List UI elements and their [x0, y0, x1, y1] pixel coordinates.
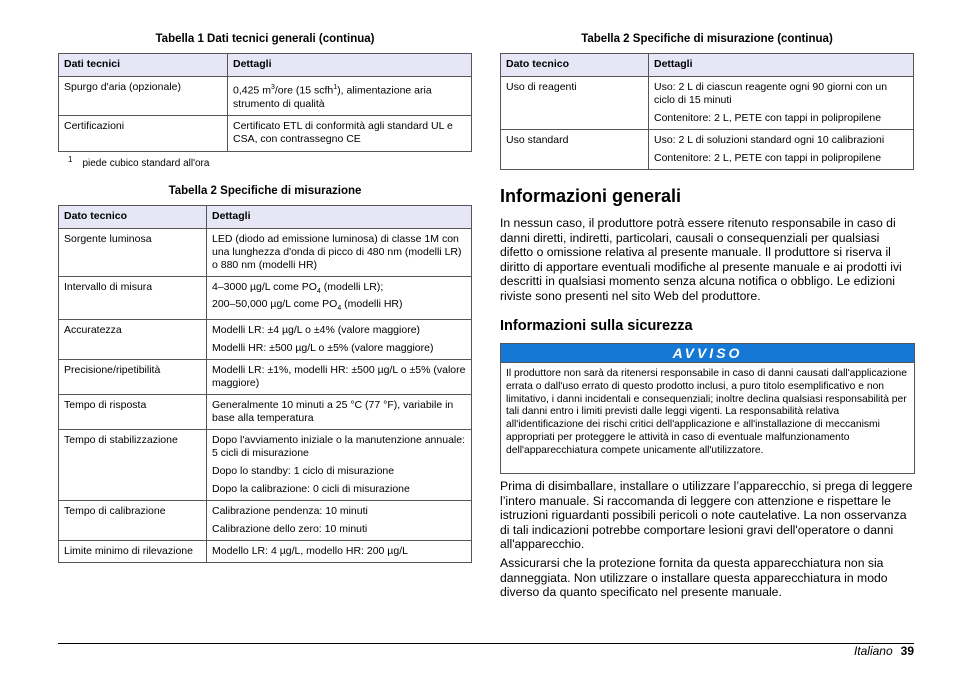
row-label: Tempo di calibrazione — [59, 501, 207, 541]
warning-label: AVVISO — [501, 344, 914, 363]
row-detail: Modello LR: 4 µg/L, modello HR: 200 µg/L — [207, 541, 472, 563]
row-detail: Uso: 2 L di soluzioni standard ogni 10 calibrazioni Contenitore: 2 L, PETE con tappi in polipropilene — [649, 130, 914, 170]
safety-heading: Informazioni sulla sicurezza — [500, 318, 693, 334]
column-header: Dettagli — [649, 54, 914, 77]
row-detail: Modelli LR: ±4 µg/L o ±4% (valore maggiore) Modelli HR: ±500 µg/L o ±5% (valore maggiore) — [207, 320, 472, 360]
row-label: Tempo di stabilizzazione — [59, 430, 207, 501]
table-row — [501, 77, 914, 130]
table-row — [59, 541, 472, 563]
row-label: Uso standard — [501, 130, 649, 170]
table-row — [59, 360, 472, 395]
table1-caption: Tabella 1 Dati tecnici generali (continua) — [155, 33, 375, 45]
table-row — [59, 430, 472, 501]
table-row — [59, 277, 472, 320]
table-row — [59, 229, 472, 277]
row-detail: LED (diodo ad emissione luminosa) di classe 1M con una lunghezza d'onda di picco di 480 nm (modelli LR) o 880 nm (modelli HR) — [207, 229, 472, 277]
table-row — [59, 395, 472, 430]
row-detail: Modelli LR: ±1%, modelli HR: ±500 µg/L o ±5% (valore maggiore) — [207, 360, 472, 395]
row-label: Precisione/ripetibilità — [59, 360, 207, 395]
warning-box — [500, 343, 915, 474]
table1 — [58, 53, 472, 152]
table-header-row — [501, 54, 914, 77]
column-header: Dettagli — [207, 206, 472, 229]
page-number: 39 — [900, 644, 914, 658]
table-row — [59, 320, 472, 360]
table-row — [501, 130, 914, 170]
row-label: Sorgente luminosa — [59, 229, 207, 277]
table-row — [59, 501, 472, 541]
row-detail: Certificato ETL di conformità agli standard UL e CSA, con contrassegno CE — [228, 115, 472, 151]
row-detail: 4–3000 µg/L come $PO_4$ (modelli LR); 200–50,000 µg/L come $PO_4$ (modelli HR) — [207, 277, 472, 320]
footer-language: Italiano — [853, 644, 893, 658]
row-detail: 0,425 $m^3$/ore (15 scfh$^1$), alimentazione aria strumento di qualità — [228, 77, 472, 116]
row-detail: Calibrazione pendenza: 10 minuti Calibrazione dello zero: 10 minuti — [207, 501, 472, 541]
table-row — [59, 115, 472, 151]
row-label: Certificazioni — [59, 115, 228, 151]
safety-paragraph-1: Prima di disimballare, installare o utilizzare l’apparecchio, si prega di leggere l’intero manuale. Si raccomanda di leggere con attenzione e rispettare le istruzioni riguardanti possibili pericoli o note cautelative. La non osservanza di tali indicazioni potrebbe comportare lesioni gravi dell'operatore o danni all'apparecchio. — [500, 479, 913, 551]
column-header: Dato tecnico — [59, 206, 207, 229]
table2 — [58, 205, 472, 563]
column-header: Dettagli — [228, 54, 472, 77]
column-header: Dati tecnici — [59, 54, 228, 77]
page-footer — [854, 644, 914, 658]
row-label: Tempo di risposta — [59, 395, 207, 430]
row-label: Accuratezza — [59, 320, 207, 360]
row-label: Intervallo di misura — [59, 277, 207, 320]
table-header-row — [59, 206, 472, 229]
warning-text: Il produttore non sarà da ritenersi responsabile in caso di danni causati dall'applicazione errata o dall'uso errato di questo prodotto inclusi, a puro titolo esemplificativo e non limitativo, i danni incidentali e consequenziali; inoltre declina qualsiasi responsabilità per tali danni entro i limiti previsti dalle leggi vigenti. La responsabilità relativa all'identificazione dei rischi critici dell'applicazione e all'installazione di meccanismi appropriati per proteggere le attività in caso di eventuale malfunzionamento dell'apparecchiatura compete unicamente all'utilizzatore. — [506, 368, 907, 456]
table2-continued — [500, 53, 914, 170]
footer-rule — [58, 643, 914, 644]
row-detail: Dopo l'avviamento iniziale o la manutenzione annuale: 5 cicli di misurazione Dopo lo standby: 1 ciclo di misurazione Dopo la calibrazione: 0 cicli di misurazione — [207, 430, 472, 501]
row-detail: Uso: 2 L di ciascun reagente ogni 90 giorni con un ciclo di 15 minuti Contenitore: 2 L, PETE con tappi in polipropilene — [649, 77, 914, 130]
general-info-text: In nessun caso, il produttore potrà essere ritenuto responsabile in caso di danni diretti, indiretti, particolari, causali o consequenziali per qualsiasi difetto o omissione relativa al presente manuale. Il produttore si riserva il diritto di apportare eventuali modifiche al presente manuale e ai prodotti ivi descritti in qualsiasi momento senza alcuna notifica o obbligo. Le edizioni riviste sono presenti nel sito Web del produttore. — [500, 216, 902, 303]
table-row — [59, 77, 472, 116]
safety-paragraph-2: Assicurarsi che la protezione fornita da questa apparecchiatura non sia danneggiata. Non utilizzare o installare questa apparecchiatura in modo diverso da quanto specificato nel presente manuale. — [500, 556, 888, 599]
column-header: Dato tecnico — [501, 54, 649, 77]
row-label: Spurgo d'aria (opzionale) — [59, 77, 228, 116]
table2-continued-caption: Tabella 2 Specifiche di misurazione (continua) — [581, 33, 833, 45]
table1-footnote: $^1$ piede cubico standard all'ora — [68, 155, 210, 169]
general-info-heading: Informazioni generali — [500, 186, 682, 206]
row-detail: Generalmente 10 minuti a 25 °C (77 °F), variabile in base alla temperatura — [207, 395, 472, 430]
table2-caption: Tabella 2 Specifiche di misurazione — [168, 185, 362, 197]
row-label: Limite minimo di rilevazione — [59, 541, 207, 563]
row-label: Uso di reagenti — [501, 77, 649, 130]
table-header-row — [59, 54, 472, 77]
